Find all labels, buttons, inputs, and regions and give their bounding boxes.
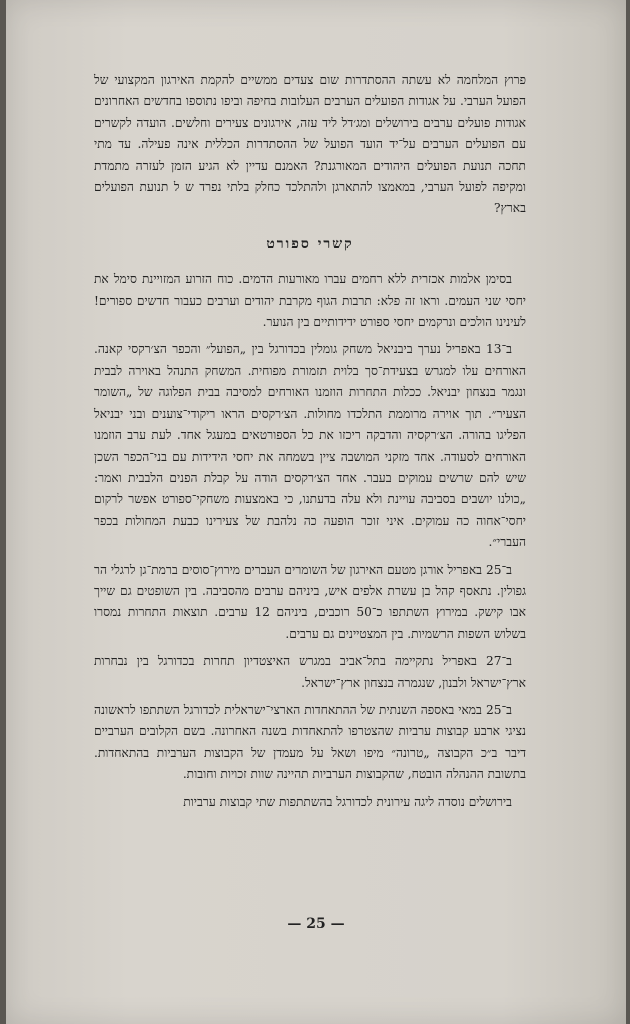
paragraph-6: בירושלים נוסדה ליגה עירונית לכדורגל בהשתתפות שתי קבוצות ערביות xyxy=(183,794,512,809)
paragraph-2: ב־13 באפריל נערך ביבניאל משחק גומלין בכדורגל בין „הפועל״ והכפר הצ׳רקסי קאנה. האורחים עלו למגרש בצעידת־סך בלוית תזמורת מפוחית. המשחק התנהל באוירה לבבית ונגמר בנצחון יבניאל. ככלות התחרות הוזמנו האורחים למסיבה בבית הפלוגה של „השומר הצעיר״. תוך אוירה מרוממת התלכדו מחולות. הצ׳רקסים הראו ריקודי־צוענים ובני יבניאל הפליגו בהורה. הצ׳רקסיה והדבקה ריכזו את כל הספורטאים במעגל אחד. לעת ערב הוזמנו האורחים לסעודה. אחד מזקני המושבה ציין בשמחה את יחסי הידידות עם בני־הכפר השכן שיש להם שרשים עמוקים בעבר. אחד הצ׳רקסים הודה על קבלת הפנים הלבבית ואמר: „כולנו יושבים בסביבה עויינת ולא עלה בדעתנו, כי באמצעות משחקי־ספורט אפשר לרקום יחסי־אחוה כה עמוקים. איני זוכר הופעה כה נלהבת של צעירינו כבעת המחולות בכפר העברי״. xyxy=(94,342,526,550)
section-title: קשרי ספורט xyxy=(266,235,354,252)
paragraph-1: בסימן אלמות אכזרית ללא רחמים עברו מאורעות הדמים. כוח הזרוע המזויינת סימל את יחסי שני העמים. וראו זה פלא: תרבות הגוף מקרבת יהודים וערבים כעבור חדשים ספורים! לעינינו הולכים ונרקמים יחסי ספורט ידידותיים בין הנוער. xyxy=(94,272,526,330)
page-number: — 25 — xyxy=(287,916,345,932)
paragraph-4: ב־27 באפריל נתקיימה בתל־אביב במגרש האיצטדיון תחרות בכדורגל בין נבחרות ארץ־ישראל ולבנון, שנגמרה בנצחון ארץ־ישראל. xyxy=(94,654,526,690)
intro-paragraph: פרוץ המלחמה לא עשתה ההסתדרות שום צעדים ממשיים להקמת האירגון המקצועי של הפועל הערבי. על אגודות הפועלים הערבים העלובות בחיפה וביפו נתוספו בחדשים האחרונים אגודות פועלים ערבים בירושלים ומג׳דל ליד עזה, אירגונים צעירים וחלשים. הועדה לקשרים עם הפועלים הערבים על־יד הועד הפועל של ההסתדרות הכללית אינה פעילה. עד מתי תחכה תנועת הפועלים היהודים המאורגנת? האמנם עדיין לא הגיע הזמן לעזרה מתמדת ומקיפה לפועל הערבי, במאמצו להתארגן ולהתלכד כחלק בלתי נפרד ש ל תנועת הפועלים בארץ? xyxy=(94,73,526,216)
body-text xyxy=(94,70,526,819)
paragraph-5: ב־25 במאי באספה השנתית של ההתאחדות הארצי־ישראלית לכדורגל השתתפו לראשונה נציגי ארבע קבוצות ערביות שהצטרפו להתאחדות בשנה האחרונה. בשם הקלובים הערביים דיבר ב״כ הקבוצה „טרונה״ מיפו ושאל על מעמדן של הקבוצות הערביות בהתאחדות. בתשובת ההנהלה הובטח, שהקבוצות הערביות תהיינה שוות זכויות וחובות. xyxy=(94,702,526,782)
paragraph-3: ב־25 באפריל אורגן מטעם האירגון של השומרים העברים מירוץ־סוסים ברמת־גן לרגלי הר גפולין. נתאסף קהל בן עשרת אלפים איש, ביניהם ערבים מהסביבה. בין השופטים גם שייך אבו קישק. במירוץ השתתפו כ־50 רוכבים, ביניהם 12 ערבים. תוצאות התחרות נמסרו בשלוש השפות הרשמיות. בין המצטיינים גם ערבים. xyxy=(94,562,526,641)
book-page xyxy=(6,0,626,1024)
